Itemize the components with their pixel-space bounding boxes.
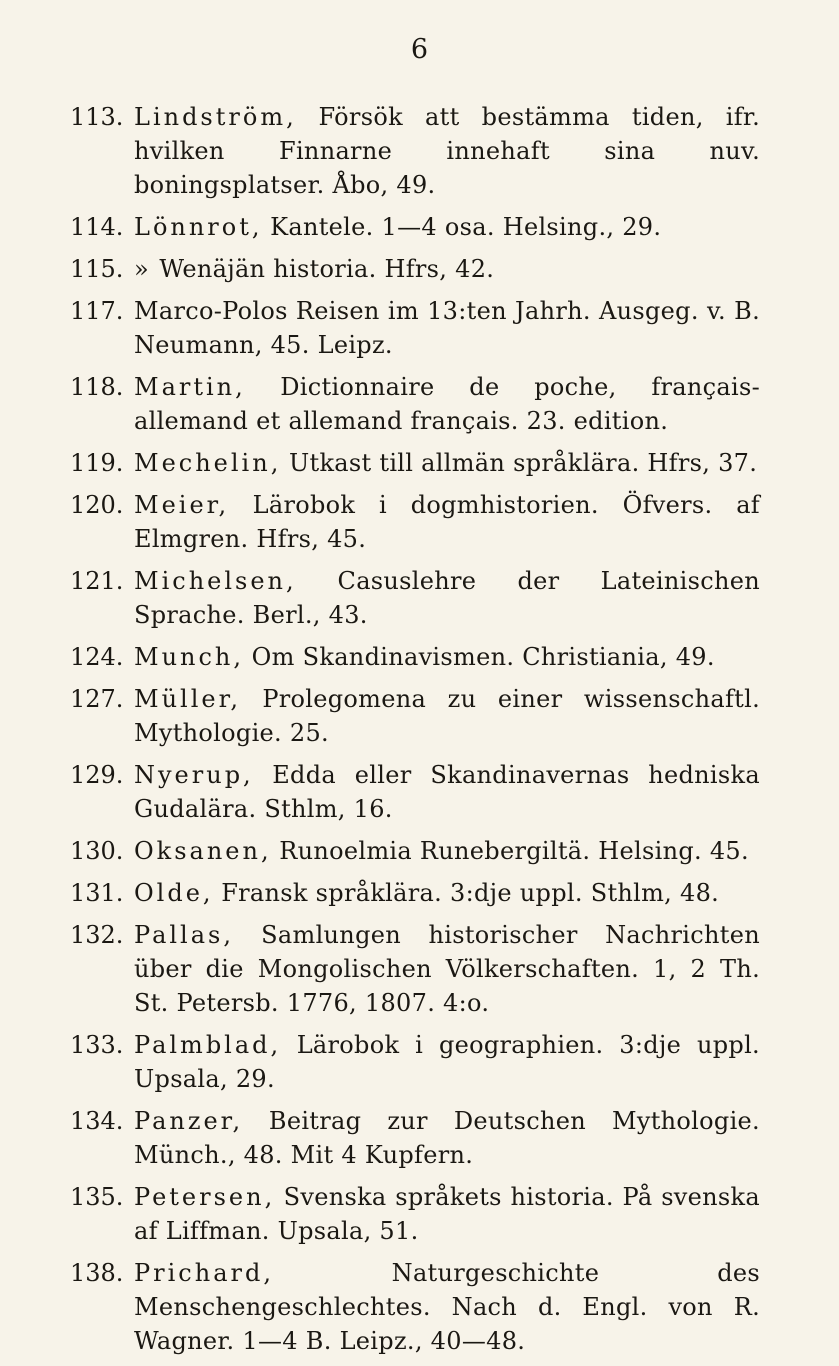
entry-text: Utkast till allmän språklära. Hfrs, 37. — [288, 449, 758, 477]
list-item — [70, 1104, 760, 1172]
entry-number: 138. — [70, 1259, 124, 1287]
entry-number: 130. — [70, 837, 124, 865]
entry-text: Svenska språkets historia. På svenska af Liffman. Upsala, 51. — [134, 1183, 760, 1245]
entry-author: Lindström, — [134, 103, 297, 131]
list-item — [70, 758, 760, 826]
entry-text: Beitrag zur Deutschen Mythologie. Münch., 48. Mit 4 Kupfern. — [134, 1107, 760, 1169]
entry-author: » — [134, 255, 152, 283]
list-item — [70, 252, 760, 286]
entry-author: Oksanen, — [134, 837, 272, 865]
entry-author: Michelsen, — [134, 567, 297, 595]
entry-author: Olde, — [134, 879, 214, 907]
entry-text: Försök att bestämma tiden, ifr. hvilken Finnarne innehaft sina nuv. boningsplatser. Åbo, 49. — [134, 103, 760, 199]
entry-author: Lönnrot, — [134, 213, 263, 241]
entry-author: Meier, — [134, 491, 230, 519]
entry-author: Panzer, — [134, 1107, 244, 1135]
entry-author: Munch, — [134, 643, 245, 671]
entry-text: Naturgeschichte des Menschengeschlechtes. Nach d. Engl. von R. Wagner. 1—4 B. Leipz., 40—48. — [134, 1259, 760, 1355]
page-number: 6 — [410, 34, 429, 65]
entry-author: Palmblad, — [134, 1031, 282, 1059]
entry-number: 134. — [70, 1107, 124, 1135]
entry-text: Casuslehre der Lateinischen Sprache. Berl., 43. — [134, 567, 760, 629]
entry-number: 131. — [70, 879, 124, 907]
entry-number: 117. — [70, 297, 124, 325]
entry-number: 135. — [70, 1183, 124, 1211]
entry-number: 133. — [70, 1031, 124, 1059]
entry-number: 115. — [70, 255, 124, 283]
entry-text: Lärobok i geographien. 3:dje uppl. Upsala, 29. — [134, 1031, 760, 1093]
entry-number: 121. — [70, 567, 124, 595]
list-item — [70, 1180, 760, 1248]
entry-number: 114. — [70, 213, 124, 241]
list-item — [70, 682, 760, 750]
list-item — [70, 876, 760, 910]
entry-author: Pallas, — [134, 921, 234, 949]
entry-number: 127. — [70, 685, 124, 713]
entry-author: Müller, — [134, 685, 242, 713]
list-item — [70, 294, 760, 362]
entry-text: Prolegomena zu einer wissenschaftl. Mythologie. 25. — [134, 685, 760, 747]
entry-number: 113. — [70, 103, 124, 131]
entry-text: Edda eller Skandinavernas hedniska Gudalära. Sthlm, 16. — [134, 761, 760, 823]
entry-text: Om Skandinavismen. Christiania, 49. — [251, 643, 715, 671]
entry-text: Kantele. 1—4 osa. Helsing., 29. — [270, 213, 662, 241]
list-item — [70, 1256, 760, 1358]
list-item — [70, 918, 760, 1020]
entry-author: Nyerup, — [134, 761, 254, 789]
list-item — [70, 488, 760, 556]
entry-number: 118. — [70, 373, 124, 401]
entry-author: Petersen, — [134, 1183, 276, 1211]
entry-text: Wenäjän historia. Hfrs, 42. — [159, 255, 495, 283]
entry-author: Martin, — [134, 373, 246, 401]
entry-number: 119. — [70, 449, 124, 477]
list-item — [70, 640, 760, 674]
entry-number: 124. — [70, 643, 124, 671]
entry-author: Prichard, — [134, 1259, 274, 1287]
list-item — [70, 446, 760, 480]
entry-text: Fransk språklära. 3:dje uppl. Sthlm, 48. — [221, 879, 720, 907]
entry-author: Mechelin, — [134, 449, 282, 477]
entry-text: Lärobok i dogmhistorien. Öfvers. af Elmgren. Hfrs, 45. — [134, 491, 760, 553]
list-item — [70, 564, 760, 632]
list-item — [70, 210, 760, 244]
entry-text: Runoelmia Runebergiltä. Helsing. 45. — [279, 837, 749, 865]
entry-number: 120. — [70, 491, 124, 519]
entry-text: Dictionnaire de poche, français-allemand et allemand français. 23. edition. — [134, 373, 760, 435]
list-item — [70, 1028, 760, 1096]
entry-number: 129. — [70, 761, 124, 789]
list-item — [70, 100, 760, 202]
list-item — [70, 834, 760, 868]
entry-number: 132. — [70, 921, 124, 949]
entry-text: Samlungen historischer Nachrichten über die Mongolischen Völkerschaften. 1, 2 Th. St. Petersb. 1776, 1807. 4:o. — [134, 921, 760, 1017]
entry-text: Marco-Polos Reisen im 13:ten Jahrh. Ausgeg. v. B. Neumann, 45. Leipz. — [134, 297, 760, 359]
bibliography-list — [70, 100, 760, 1366]
list-item — [70, 370, 760, 438]
